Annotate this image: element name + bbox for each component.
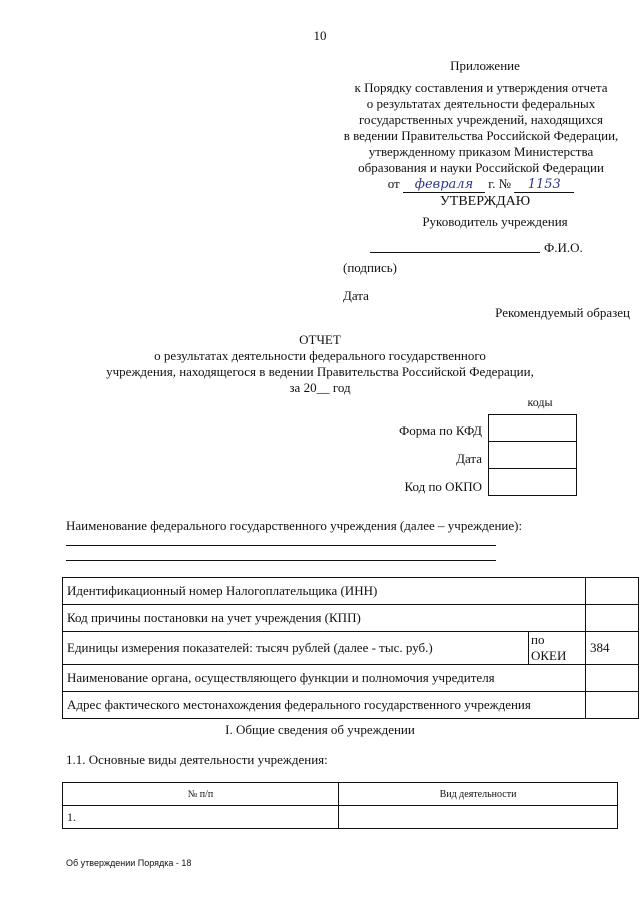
col-number-header: № п/п <box>63 783 339 806</box>
handwritten-number: 1153 <box>514 178 574 193</box>
code-cell-kfd[interactable] <box>489 415 577 442</box>
recommended-sample-label: Рекомендуемый образец <box>495 305 630 320</box>
date-label: Дата <box>343 288 369 303</box>
row-number: 1. <box>63 806 339 829</box>
codes-header: коды <box>527 395 553 409</box>
order-line-3: государственных учреждений, находящихся <box>358 112 604 127</box>
codes-table <box>488 414 577 496</box>
okei-label: по ОКЕИ <box>529 632 586 665</box>
footer-note: Об утверждении Порядка - 18 <box>66 858 192 868</box>
report-subtitle-2: учреждения, находящегося в ведении Правительства Российской Федерации, <box>106 364 534 379</box>
institution-name-line-2[interactable] <box>66 560 496 561</box>
institution-info-table <box>62 577 639 719</box>
approve-label: УТВЕРЖДАЮ <box>439 194 531 209</box>
subsection-1-1-title: 1.1. Основные виды деятельности учреждения: <box>66 752 328 767</box>
order-reference-block <box>322 80 640 193</box>
address-label: Адрес фактического местонахождения федерального государственного учреждения <box>63 692 586 719</box>
founder-value-cell[interactable] <box>586 665 639 692</box>
code-cell-okpo[interactable] <box>489 469 577 496</box>
address-value-cell[interactable] <box>586 692 639 719</box>
order-line-6: образования и науки Российской Федерации <box>358 160 604 175</box>
units-label: Единицы измерения показателей: тысяч рублей (далее - тыс. руб.) <box>63 632 529 665</box>
table-row <box>63 632 639 665</box>
table-header-row <box>63 783 618 806</box>
order-line-1: к Порядку составления и утверждения отчета <box>354 80 608 95</box>
order-year-suffix: г. № <box>488 176 512 191</box>
section-1-title: I. Общие сведения об учреждении <box>225 722 415 737</box>
table-row <box>63 605 639 632</box>
order-line-4: в ведении Правительства Российской Федерации, <box>343 128 619 143</box>
order-line-2: о результатах деятельности федеральных <box>366 96 596 111</box>
activities-table <box>62 782 618 829</box>
table-row <box>63 692 639 719</box>
order-date-line <box>322 176 640 193</box>
kpp-value-cell[interactable] <box>586 605 639 632</box>
col-activity-header: Вид деятельности <box>339 783 618 806</box>
handwritten-date: февраля <box>403 178 485 193</box>
page-number: 10 <box>313 28 327 43</box>
kpp-label: Код причины постановки на учет учреждения (КПП) <box>63 605 586 632</box>
signature-line <box>370 252 540 253</box>
okei-value: 384 <box>586 632 639 665</box>
report-title: ОТЧЕТ <box>299 332 341 347</box>
institution-name-line-1[interactable] <box>66 545 496 546</box>
code-label-date: Дата <box>456 451 482 466</box>
order-line-5: утвержденному приказом Министерства <box>368 144 594 159</box>
institution-name-label: Наименование федерального государственного учреждения (далее – учреждение): <box>66 518 523 533</box>
appendix-label: Приложение <box>450 58 520 73</box>
table-row <box>63 806 618 829</box>
table-row <box>63 578 639 605</box>
inn-value-cell[interactable] <box>586 578 639 605</box>
report-subtitle-1: о результатах деятельности федерального государственного <box>154 348 486 363</box>
code-cell-date[interactable] <box>489 442 577 469</box>
row-activity[interactable] <box>339 806 618 829</box>
head-title: Руководитель учреждения <box>422 214 568 229</box>
code-label-kfd: Форма по КФД <box>398 423 482 438</box>
order-prefix: от <box>387 176 400 191</box>
fio-label: Ф.И.О. <box>544 240 583 255</box>
founder-label: Наименование органа, осуществляющего функции и полномочия учредителя <box>63 665 586 692</box>
code-label-okpo: Код по ОКПО <box>404 479 482 494</box>
table-row <box>63 665 639 692</box>
signature-label: (подпись) <box>343 260 397 275</box>
inn-label: Идентификационный номер Налогоплательщика (ИНН) <box>63 578 586 605</box>
report-year: за 20__ год <box>289 380 351 395</box>
